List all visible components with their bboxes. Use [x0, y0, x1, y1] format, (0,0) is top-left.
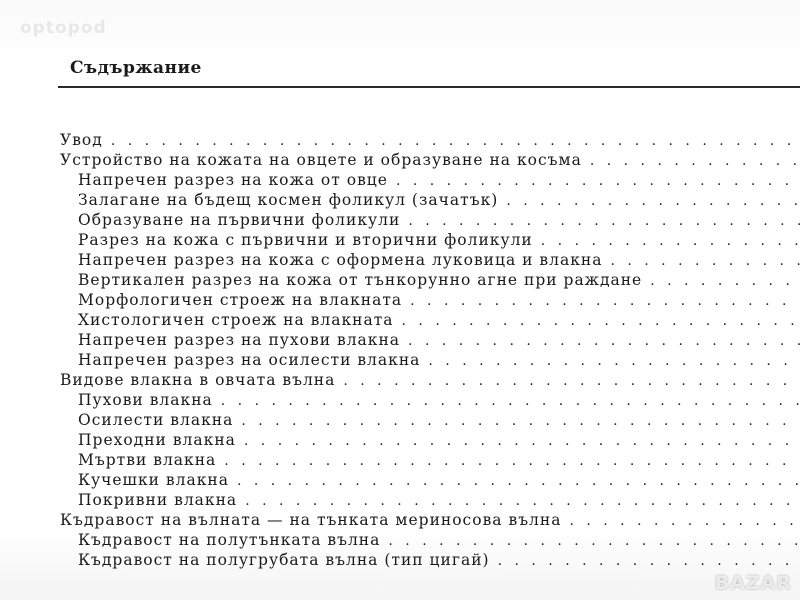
toc-entry [78, 211, 800, 231]
toc-leader-dots [498, 553, 800, 569]
toc-entry [78, 391, 800, 411]
toc-entry-text: Преходни влакна [78, 431, 236, 449]
toc-entry-text: Къдравост на полутънката вълна [78, 531, 381, 549]
toc-leader-dots [245, 493, 800, 509]
toc-entry [78, 271, 800, 291]
toc-entry-text: Покривни влакна [78, 491, 238, 509]
toc-entry [78, 331, 800, 351]
toc-leader-dots [408, 333, 800, 349]
toc-entry [78, 171, 800, 191]
toc-entry-text: Напречен разрез на кожа с оформена луковица и влакна [78, 251, 603, 269]
watermark-badge: BAZAR [714, 572, 792, 594]
toc-leader-dots [237, 473, 800, 489]
toc-leader-dots [569, 513, 800, 529]
toc-entry [78, 491, 800, 511]
toc-leader-dots [650, 273, 800, 289]
toc-entry [78, 351, 800, 371]
watermark-top: optopod [20, 18, 107, 38]
toc-entry-text: Мъртви влакна [78, 451, 217, 469]
toc-entry-text: Морфологичен строеж на влакната [78, 291, 403, 309]
toc-leader-dots [396, 173, 800, 189]
toc-entry [60, 131, 800, 151]
toc-leader-dots [241, 413, 800, 429]
toc-leader-dots [111, 133, 800, 149]
toc-entry [78, 451, 800, 471]
toc-leader-dots [410, 293, 800, 309]
toc-entry-text: Осилести влакна [78, 411, 234, 429]
toc-entry [60, 371, 800, 391]
toc-entry-text: Вертикален разрез на кожа от тънкорунно агне при раждане [78, 271, 643, 289]
toc-leader-dots [224, 453, 800, 469]
toc-entry [60, 151, 800, 171]
toc-entry [78, 251, 800, 271]
toc-leader-dots [541, 233, 800, 249]
toc-entry-text: Къдравост на вълната — на тънката мериносова вълна [60, 511, 562, 529]
toc-entry-text: Образуване на първични фоликули [78, 211, 401, 229]
toc-entry-text: Увод [60, 131, 103, 149]
heading-rule [58, 86, 800, 88]
toc-leader-dots [506, 193, 800, 209]
toc-entry-text: Видове влакна в овчата вълна [60, 371, 336, 389]
toc-leader-dots [590, 153, 800, 169]
toc-entry-text: Напречен разрез на кожа от овце [78, 171, 388, 189]
toc-entry [78, 411, 800, 431]
toc-leader-dots [343, 373, 800, 389]
toc-entry-text: Устройство на кожата на овцете и образуване на косъма [60, 151, 582, 169]
toc-entry-text: Пухови влакна [78, 391, 213, 409]
toc-entry [78, 431, 800, 451]
toc-entry [78, 191, 800, 211]
toc-entry-text: Хистологичен строеж на влакната [78, 311, 394, 329]
toc-leader-dots [428, 353, 800, 369]
toc-entry [78, 551, 800, 571]
toc-entry-text: Разрез на кожа с първични и вторични фоликули [78, 231, 533, 249]
toc-entry [78, 311, 800, 331]
toc-entry-text: Напречен разрез на пухови влакна [78, 331, 401, 349]
toc-leader-dots [388, 533, 800, 549]
toc-leader-dots [402, 313, 800, 329]
toc-entry [78, 531, 800, 551]
page-title: Съдържание [70, 58, 202, 78]
toc-leader-dots [408, 213, 800, 229]
toc-entry-text: Къдравост на полугрубата вълна (тип цигай) [78, 551, 490, 569]
toc-entry [78, 291, 800, 311]
toc-entry [78, 471, 800, 491]
toc-entry-text: Кучешки влакна [78, 471, 229, 489]
toc-leader-dots [610, 253, 800, 269]
toc-leader-dots [221, 393, 800, 409]
toc-leader-dots [244, 433, 800, 449]
toc-entry-text: Напречен разрез на осилести влакна [78, 351, 421, 369]
toc-entry [60, 511, 800, 531]
toc-entry-text: Залагане на бъдещ космен фоликул (зачатък) [78, 191, 499, 209]
toc-entry [78, 231, 800, 251]
